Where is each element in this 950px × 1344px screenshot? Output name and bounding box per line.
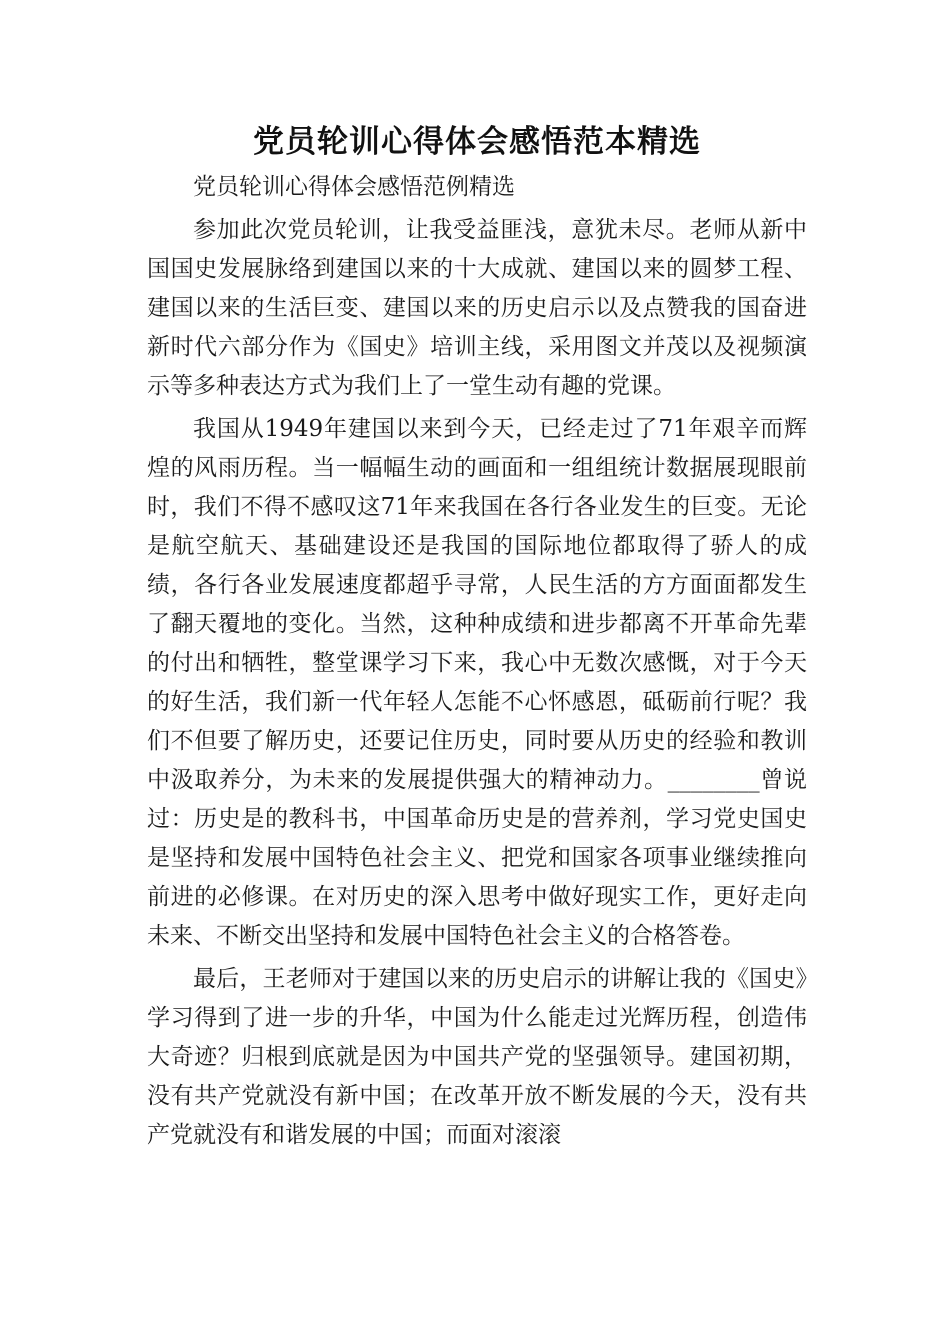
document-title: 党员轮训心得体会感悟范本精选 <box>253 124 701 160</box>
document-subtitle: 党员轮训心得体会感悟范例精选 <box>193 174 515 200</box>
paragraph-3: 最后，王老师对于建国以来的历史启示的讲解让我的《国史》学习得到了进一步的升华，中国为什么能走过光辉历程，创造伟大奇迹？归根到底就是因为中国共产党的坚强领导。建国初期，没有共产党就没有新中国；在改革开放不断发展的今天，没有共产党就没有和谐发展的中国；而面对滚滚 <box>147 966 807 1148</box>
paragraph-2: 我国从1949年建国以来到今天，已经走过了71年艰辛而辉煌的风雨历程。当一幅幅生动的画面和一组组统计数据展现眼前时，我们不得不感叹这71年来我国在各行各业发生的巨变。无论是航空航天、基础建设还是我国的国际地位都取得了骄人的成绩，各行各业发展速度都超乎寻常，人民生活的方方面面都发生了翻天覆地的变化。当然，这种种成绩和进步都离不开革命先辈的付出和牺牲，整堂课学习下来，我心中无数次感慨，对于今天的好生活，我们新一代年轻人怎能不心怀感恩，砥砺前行呢？我们不但要了解历史，还要记住历史，同时要从历史的经验和教训中汲取养分，为未来的发展提供强大的精神动力。________曾说过：历史是的教科书，中国革命历史是的营养剂，学习党史国史是坚持和发展中国特色社会主义、把党和国家各项事业继续推向前进的必修课。在对历史的深入思考中做好现实工作，更好走向未来、不断交出坚持和发展中国特色社会主义的合格答卷。 <box>147 416 807 949</box>
paragraph-1: 参加此次党员轮训，让我受益匪浅，意犹未尽。老师从新中国国史发展脉络到建国以来的十大成就、建国以来的圆梦工程、建国以来的生活巨变、建国以来的历史启示以及点赞我的国奋进新时代六部分作为《国史》培训主线，采用图文并茂以及视频演示等多种表达方式为我们上了一堂生动有趣的党课。 <box>147 217 807 399</box>
document-page <box>147 118 807 1155</box>
